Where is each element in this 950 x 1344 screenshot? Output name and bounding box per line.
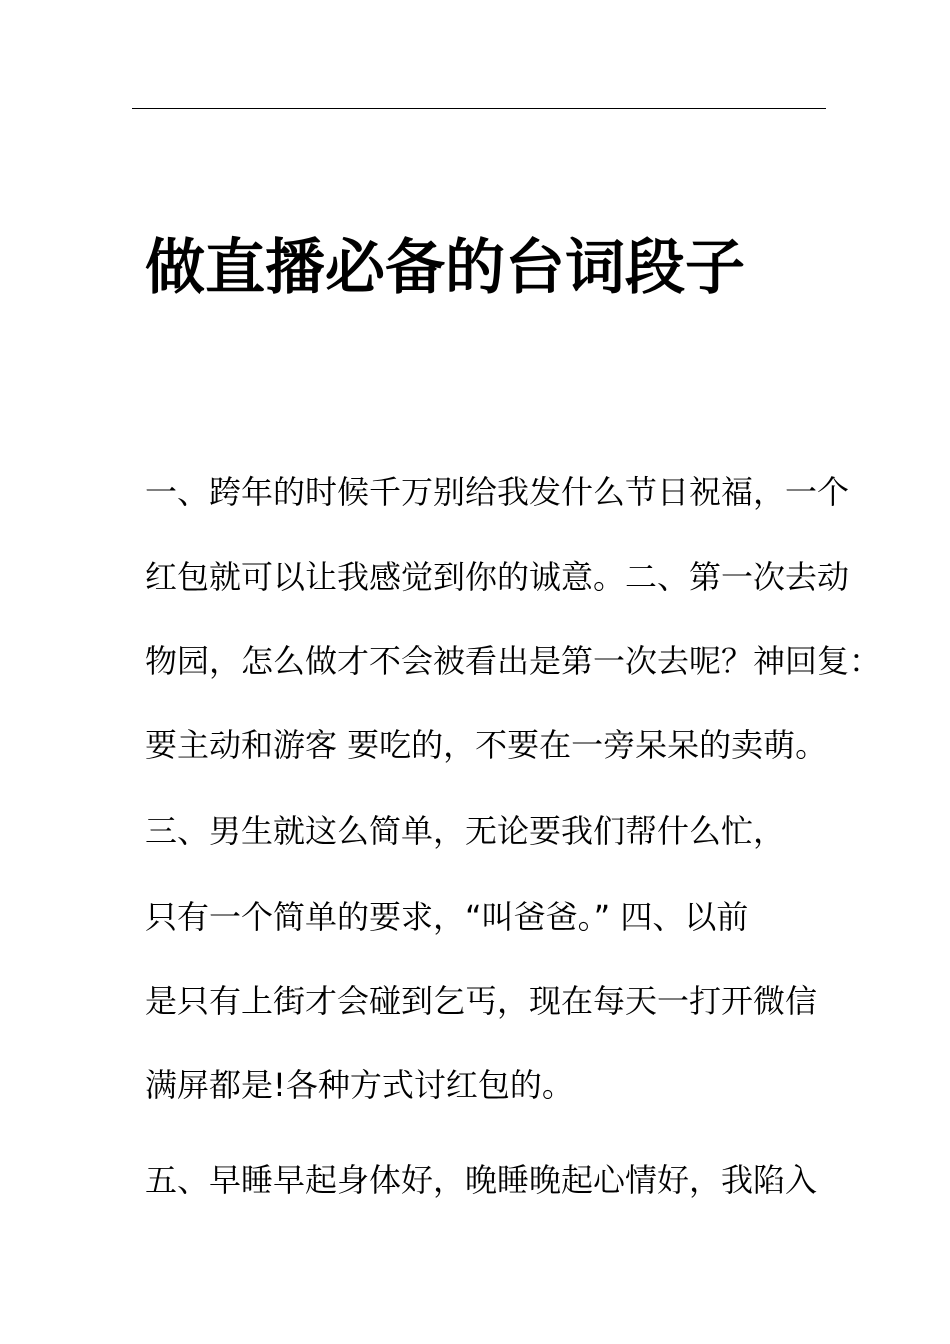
body-line-7: 是只有上街才会碰到乞丐，现在每天一打开微信 [145, 982, 818, 1020]
document-title: 做直播必备的台词段子 [145, 233, 745, 303]
body-line-2: 红包就可以让我感觉到你的诚意。二、第一次去动 [145, 558, 850, 596]
body-line-9: 五、早睡早起身体好，晚睡晚起心情好，我陷入 [145, 1161, 818, 1199]
body-line-6: 只有一个简单的要求，“叫爸爸。” 四、以前 [145, 898, 749, 936]
header-rule [132, 108, 826, 109]
body-line-4: 要主动和游客 要吃的，不要在一旁呆呆的卖萌。 [145, 726, 828, 764]
body-line-5: 三、男生就这么简单，无论要我们帮什么忙， [145, 812, 786, 850]
body-line-3: 物园，怎么做才不会被看出是第一次去呢？神回复： [145, 642, 882, 680]
body-line-8: 满屏都是!各种方式讨红包的。 [145, 1066, 574, 1104]
body-line-1: 一、跨年的时候千万别给我发什么节日祝福，一个 [145, 473, 850, 511]
